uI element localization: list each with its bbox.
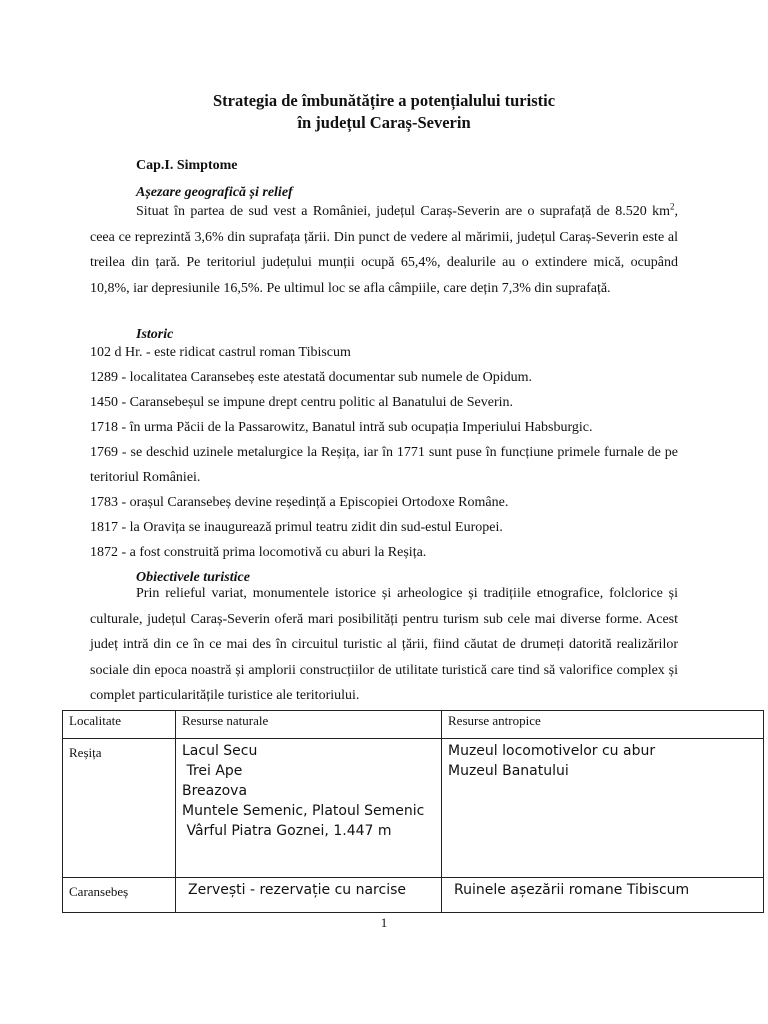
paragraph-objectives: Prin relieful variat, monumentele istorice și arheologice și tradițiile etnografice, folclorice și culturale, județul Caraș-Severin oferă mari posibilități pentru turism sub cele mai diverse forme. Acest județ intră din ce în ce mai des în circuitul turistic al țării, fiind căutat de drumeți datorită realizărilor sociale din epoca noastră și amplorii construcțiilor de utilitate turistică care tind să valorifice complex și complet particularitățile turistice ale teritoriului. xyxy=(90,586,678,703)
natural-resources-cell xyxy=(176,739,442,878)
anthropic-resources-cell xyxy=(442,739,764,878)
history-item: 1872 - a fost construită prima locomotivă cu aburi la Reșița. xyxy=(90,545,427,560)
chapter-heading: Cap.I. Simptome xyxy=(136,158,238,173)
header-resurse-antropice: Resurse antropice xyxy=(442,711,764,739)
anthropic-resource-item: Muzeul locomotivelor cu abur xyxy=(448,743,656,759)
anthropic-resource-item: Muzeul Banatului xyxy=(448,763,569,779)
history-list xyxy=(90,340,678,565)
history-item: 1783 - orașul Caransebeș devine reședință a Episcopiei Ortodoxe Române. xyxy=(90,495,509,510)
resources-table xyxy=(62,710,764,913)
natural-resource-item: Vârful Piatra Goznei, 1.447 m xyxy=(182,823,392,839)
table-row xyxy=(63,878,764,913)
locality-cell: Caransebeș xyxy=(63,878,176,913)
geography-text-part-2: , ceea ce reprezintă 3,6% din suprafața țării. Din punct de vedere al mărimii, județul Caraș-Severin este al treilea din țară. Pe teritoriul județului munții ocupă 65,4%, dealurile au o extindere mică, ocupând 10,8%, iar depresiunile 16,5%. Pe ultimul loc se afla câmpiile, care dețin 7,3% din suprafață. xyxy=(90,204,678,296)
anthropic-resources-cell: Ruinele așezării romane Tibiscum xyxy=(442,878,764,913)
header-localitate: Localitate xyxy=(63,711,176,739)
locality-cell: Reșița xyxy=(63,739,176,878)
section-heading-history: Istoric xyxy=(136,327,174,342)
table-row xyxy=(63,739,764,878)
history-item: 102 d Hr. - este ridicat castrul roman Tibiscum xyxy=(90,345,351,360)
history-item: 1817 - la Oravița se inaugurează primul teatru zidit din sud-estul Europei. xyxy=(90,520,503,535)
geography-text-part-1: Situat în partea de sud vest a României, județul Caraș-Severin are o suprafață de 8.520 km xyxy=(136,204,670,219)
document-title-line-1: Strategia de îmbunătățire a potențialului turistic xyxy=(212,91,556,110)
history-item: 1450 - Caransebeșul se impune drept centru politic al Banatului de Severin. xyxy=(90,395,513,410)
natural-resource-item: Lacul Secu xyxy=(182,743,258,759)
natural-resource-item: Breazova xyxy=(182,783,248,799)
history-item: 1289 - localitatea Caransebeș este atestată documentar sub numele de Opidum. xyxy=(90,370,533,385)
paragraph-geography xyxy=(90,199,678,301)
history-item: 1718 - în urma Păcii de la Passarowitz, Banatul intră sub ocupația Imperiului Habsburgic. xyxy=(90,420,593,435)
natural-resource-item: Muntele Semenic, Platoul Semenic xyxy=(182,803,425,819)
natural-resources-cell: Zervești - rezervație cu narcise xyxy=(176,878,442,913)
natural-resource-item: Trei Ape xyxy=(182,763,243,779)
page-number: 1 xyxy=(380,915,388,930)
section-heading-objectives: Obiectivele turistice xyxy=(136,570,250,585)
superscript-2: 2 xyxy=(670,201,675,212)
section-heading-geography: Așezare geografică și relief xyxy=(136,185,293,200)
history-item: 1769 - se deschid uzinele metalurgice la Reșița, iar în 1771 sunt puse în funcțiune primele furnale de pe teritoriul României. xyxy=(90,445,678,485)
document-title-line-2: în județul Caraș-Severin xyxy=(297,113,471,132)
header-resurse-naturale: Resurse naturale xyxy=(176,711,442,739)
table-header-row xyxy=(63,711,764,739)
